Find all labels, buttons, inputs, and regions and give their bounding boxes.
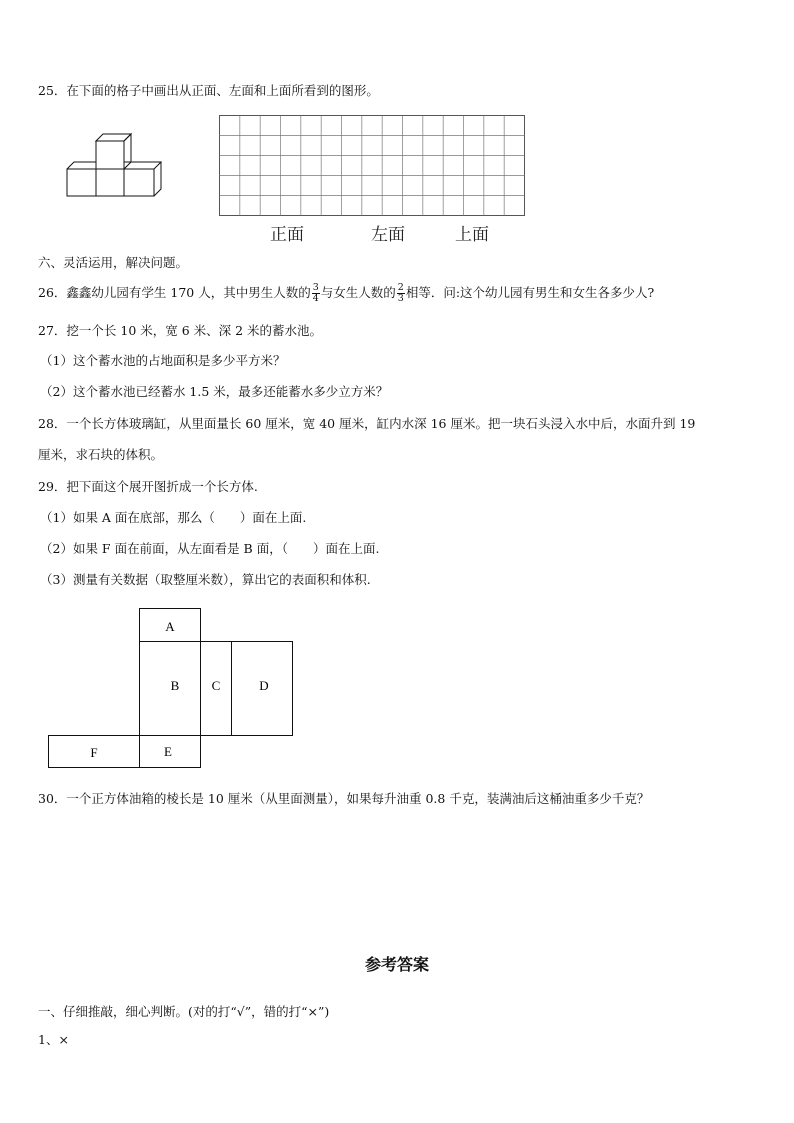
question-27-part-2: （2）这个蓄水池已经蓄水 1.5 米，最多还能蓄水多少立方米？ bbox=[40, 384, 389, 399]
net-label-e: E bbox=[164, 744, 172, 759]
q26-text-middle: 与女生人数的 bbox=[320, 285, 396, 300]
answer-section-1: 一、仔细推敲，细心判断。(对的打“√”，错的打“×”) bbox=[38, 1004, 330, 1019]
net-label-a: A bbox=[165, 619, 175, 634]
question-30: 30．一个正方体油箱的棱长是 10 厘米（从里面测量），如果每升油重 0.8 千克，装满油后这桶油重多少千克？ bbox=[38, 791, 650, 806]
question-27: 27．挖一个长 10 米，宽 6 米、深 2 米的蓄水池。 bbox=[38, 323, 323, 338]
cuboid-net-diagram bbox=[46, 606, 306, 772]
top-view-label: 上面 bbox=[455, 225, 489, 245]
question-29-part-2: （2）如果 F 面在前面，从左面看是 B 面，（ ）面在上面. bbox=[40, 541, 380, 556]
q26-text-before: 26．鑫鑫幼儿园有学生 170 人，其中男生人数的 bbox=[38, 285, 311, 300]
question-25: 25．在下面的格子中画出从正面、左面和上面所看到的图形。 bbox=[38, 83, 379, 98]
fraction-two-thirds: $\frac{2}{3}$ bbox=[397, 282, 404, 304]
front-view-label: 正面 bbox=[270, 225, 304, 245]
drawing-grid bbox=[217, 112, 527, 218]
cube-figure bbox=[60, 126, 170, 198]
net-label-f: F bbox=[90, 745, 98, 760]
question-29-part-1: （1）如果 A 面在底部，那么（ ）面在上面. bbox=[40, 510, 307, 525]
question-27-part-1: （1）这个蓄水池的占地面积是多少平方米？ bbox=[40, 353, 286, 368]
question-26 bbox=[38, 280, 654, 306]
left-view-label: 左面 bbox=[371, 225, 405, 245]
section-6-heading: 六、灵活运用，解决问题。 bbox=[38, 255, 189, 270]
net-label-d: D bbox=[259, 678, 269, 693]
q26-text-after: 相等．问:这个幼儿园有男生和女生各多少人? bbox=[405, 285, 655, 300]
net-label-b: B bbox=[170, 678, 180, 693]
question-28-line-1: 28．一个长方体玻璃缸，从里面量长 60 厘米，宽 40 厘米，缸内水深 16 厘米。把一块石头浸入水中后，水面升到 19 bbox=[38, 416, 696, 431]
fraction-three-quarters: $\frac{3}{4}$ bbox=[312, 282, 319, 304]
question-29: 29．把下面这个展开图折成一个长方体. bbox=[38, 479, 258, 494]
net-label-c: C bbox=[211, 678, 221, 693]
question-28-line-2: 厘米，求石块的体积。 bbox=[38, 447, 164, 462]
question-29-part-3: （3）测量有关数据（取整厘米数），算出它的表面积和体积. bbox=[40, 572, 371, 587]
answer-heading: 参考答案 bbox=[364, 955, 429, 974]
answer-item-1: 1、× bbox=[38, 1032, 69, 1047]
